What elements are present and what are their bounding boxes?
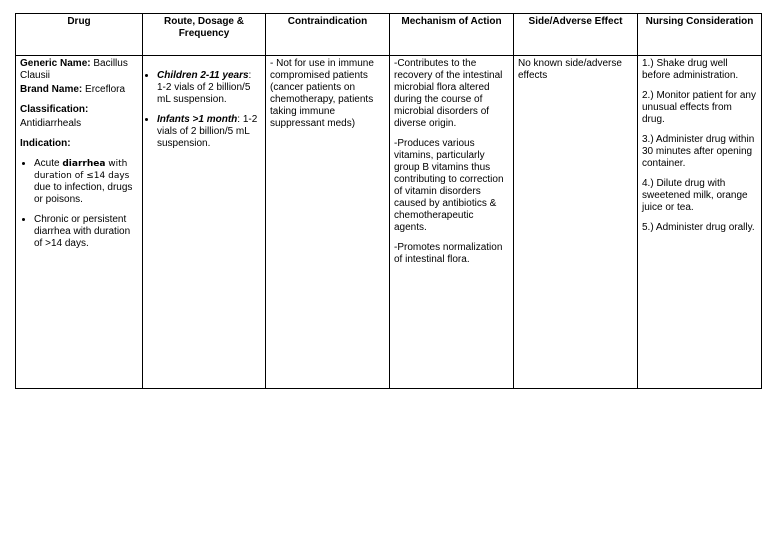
nursing-item: 1.) Shake drug well before administration. bbox=[642, 58, 739, 81]
drug-cell bbox=[16, 56, 143, 389]
contraindication-cell bbox=[266, 56, 390, 389]
indication-list bbox=[20, 158, 138, 250]
nursing-cell bbox=[638, 56, 762, 389]
generic-name: Generic Name: Bacillus Clausii bbox=[20, 58, 128, 81]
mechanism-item: -Produces various vitamins, particularly group B vitamins thus contributing to correction of vitamin disorders caused by antibiotics & chemotherapeutic agents. bbox=[394, 138, 504, 233]
brand-name: Brand Name: Erceflora bbox=[20, 84, 126, 95]
route-cell bbox=[143, 56, 266, 389]
mechanism-item: -Contributes to the recovery of the intestinal microbial flora altered during the course of microbial disorders of diverse origin. bbox=[394, 58, 503, 129]
header-contraindication: Contraindication bbox=[266, 14, 390, 56]
header-mechanism: Mechanism of Action bbox=[390, 14, 514, 56]
header-nursing: Nursing Consideration bbox=[638, 14, 762, 56]
list-item: • Children 2-11 years: 1-2 vials of 2 billion/5 mL suspension. bbox=[157, 70, 261, 106]
list-item: • Infants >1 month: 1-2 vials of 2 billion/5 mL suspension. bbox=[157, 114, 261, 150]
header-side-effect: Side/Adverse Effect bbox=[514, 14, 638, 56]
side-effect-cell bbox=[514, 56, 638, 389]
list-item: • Acute diarrhea with duration of ≤14 days due to infection, drugs or poisons. bbox=[34, 158, 138, 206]
side-effect-text: No known side/adverse effects bbox=[518, 58, 622, 81]
mechanism-cell bbox=[390, 56, 514, 389]
nursing-item: 5.) Administer drug orally. bbox=[642, 222, 755, 233]
drug-study-table bbox=[15, 13, 762, 389]
contraindication-text: - Not for use in immune compromised patients (cancer patients on chemotherapy, patients taking immune suppressant meds) bbox=[270, 58, 374, 129]
indication-label: Indication: bbox=[20, 138, 71, 149]
nursing-item: 3.) Administer drug within 30 minutes after opening container. bbox=[642, 134, 755, 169]
header-drug: Drug bbox=[16, 14, 143, 56]
nursing-item: 2.) Monitor patient for any unusual effects from drug. bbox=[642, 90, 756, 125]
header-row bbox=[16, 14, 762, 56]
classification-value: Antidiarrheals bbox=[20, 118, 82, 129]
table-row bbox=[16, 56, 762, 389]
route-list bbox=[147, 70, 261, 150]
list-item: • Chronic or persistent diarrhea with duration of >14 days. bbox=[34, 214, 138, 250]
nursing-item: 4.) Dilute drug with sweetened milk, orange juice or tea. bbox=[642, 178, 748, 213]
mechanism-item: -Promotes normalization of intestinal flora. bbox=[394, 242, 503, 265]
classification-label: Classification: bbox=[20, 104, 89, 115]
header-route: Route, Dosage & Frequency bbox=[143, 14, 266, 56]
